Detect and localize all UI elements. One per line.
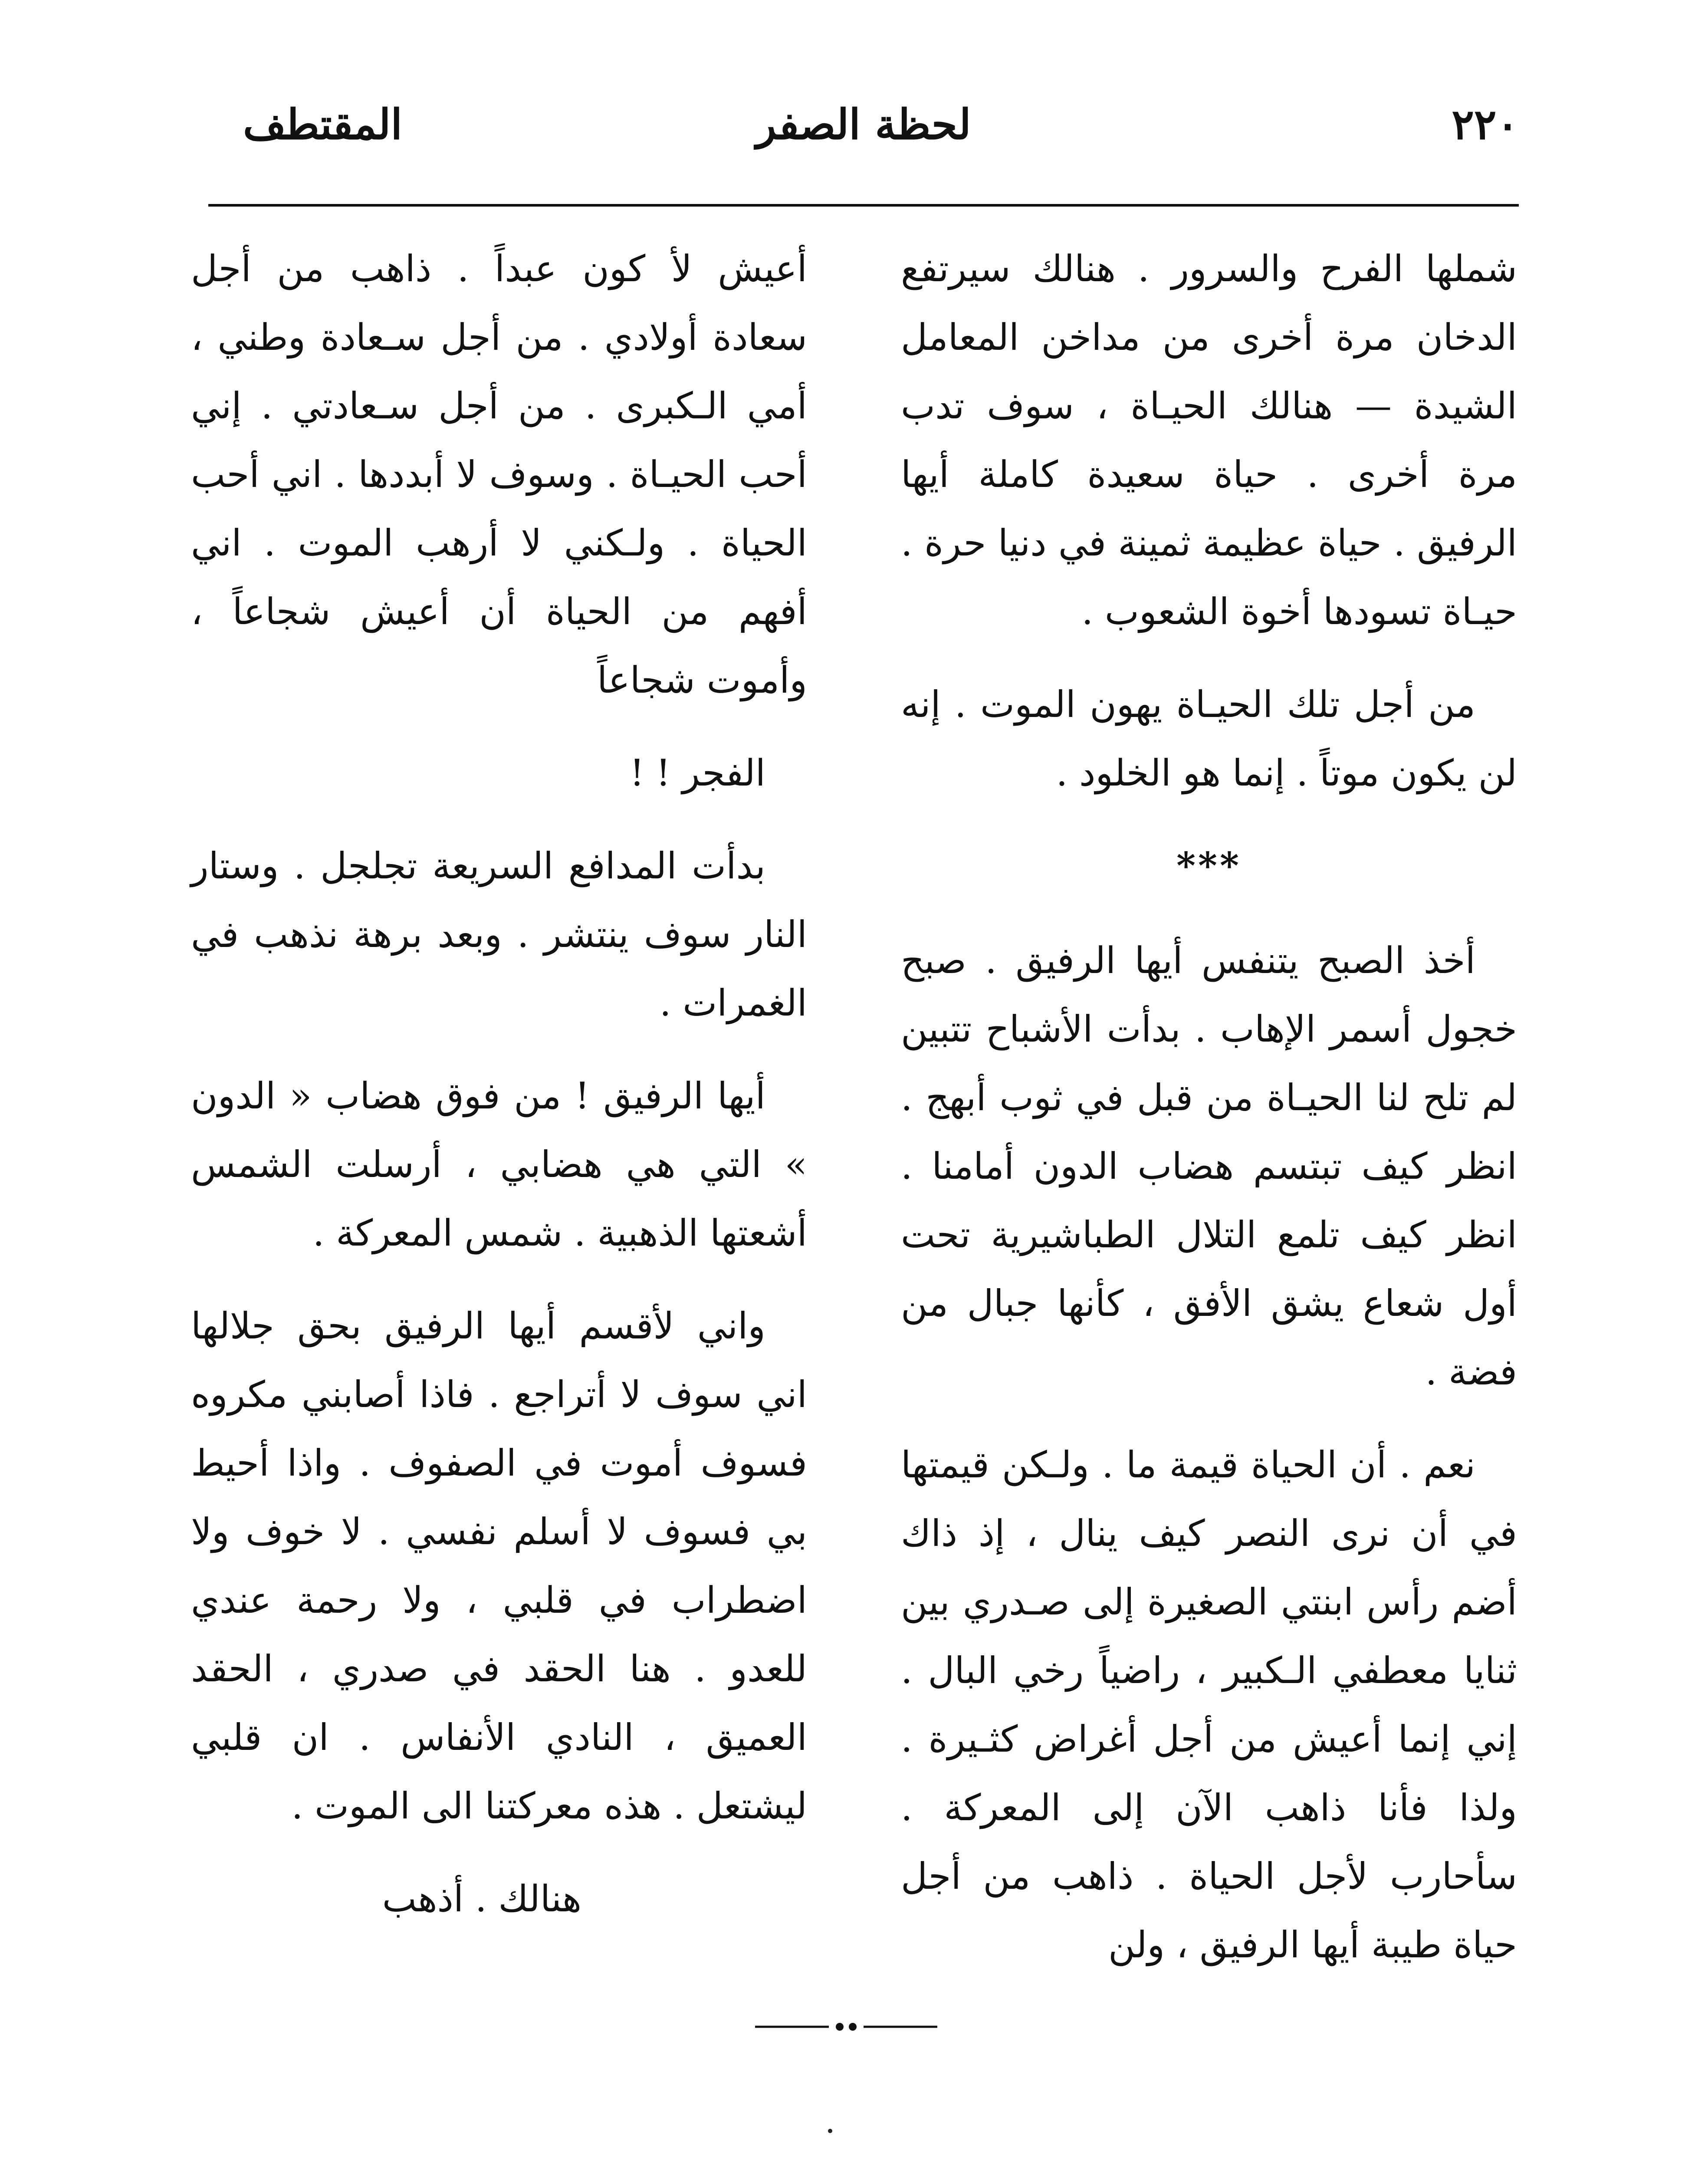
paragraph: واني لأقسم أيها الرفيق بحق جلالها اني سوف لا أتراجع . فاذا أصابني مكروه فسوف أموت في الصفوف . واذا أحيط بي فسوف لا أسلم نفسي . لا خوف ولا اضطراب في قلبي ، ولا رحمة عندي للعدو . هنا الحقد في صدري ، الحقد العميق ، النادي الأنفاس . ان قلبي ليشتعل . هذه معركتنا الى الموت . [191, 1305, 807, 1827]
running-header [208, 100, 1519, 178]
short-line-fajr: الفجر ! ! [630, 752, 765, 794]
journal-name: المقتطف [243, 100, 403, 149]
paragraph: من أجل تلك الحيـاة يهون الموت . إنه لن يكون موتاً . إنما هو الخلود . [901, 683, 1517, 794]
print-speck [828, 2129, 832, 2133]
article-title: لحظة الصفر [756, 100, 971, 149]
paragraph: بدأت المدافع السريعة تجلجل . وستار النار سوف ينتشر . وبعد برهة نذهب في الغمرات . [191, 845, 807, 1024]
paragraph: أخذ الصبح يتنفس أيها الرفيق . صبح خجول أسمر الإهاب . بدأت الأشباح تتبين لم تلح لنا الحيـاة من قبل في ثوب أبهج . انظر كيف تبتسم هضاب الدون أمامنا . انظر كيف تلمع التلال الطباشيرية تحت أول شعاع يشق الأفق ، كأنها جبال من فضة . [901, 939, 1517, 1393]
right-column [901, 234, 1517, 2003]
paragraph: شملها الفرح والسرور . هنالك سيرتفع الدخان مرة أخرى من مداخن المعامل الشيدة — هنالك الحيـاة ، سوف تدب مرة أخرى . حياة سعيدة كاملة أيها الرفيق . حياة عظيمة ثمينة في دنيا حرة . حيـاة تسودها أخوة الشعوب . [901, 247, 1517, 633]
paragraph: نعم . أن الحياة قيمة ما . ولـكن قيمتها في أن نرى النصر كيف ينال ، إذ ذاك أضم رأس ابنتي الصغيرة إلى صـدري بين ثنايا معطفي الـكبير ، راضياً رخي البال . إني إنما أعيش من أجل أغراض كثـيرة . ولذا فأنا ذاهب الآن إلى المعركة . سأحارب لأجل الحياة . ذاهب من أجل حياة طيبة أيها الرفيق ، ولن [901, 1443, 1517, 1966]
end-ornament [755, 2014, 937, 2040]
section-break-asterisks: *** [1176, 844, 1242, 887]
left-column [191, 234, 807, 1957]
closing-line: هنالك . أذهب [382, 1877, 581, 1920]
header-rule [208, 204, 1519, 207]
paragraph: أيها الرفيق ! من فوق هضاب « الدون » التي هي هضابي ، أرسلت الشمس أشعتها الذهبية . شمس المعركة . [191, 1075, 807, 1254]
page-number: ٢٢٠ [1452, 100, 1519, 149]
ornament-rule-icon [755, 2014, 937, 2040]
paragraph: أعيش لأ كون عبداً . ذاهب من أجل سعادة أولادي . من أجل سـعادة وطني ، أمي الـكبرى . من أجل سـعادتي . إني أحب الحيـاة . وسوف لا أبددها . اني أحب الحياة . ولـكني لا أرهب الموت . اني أفهم من الحياة أن أعيش شجاعاً ، وأموت شجاعاً [191, 247, 807, 701]
